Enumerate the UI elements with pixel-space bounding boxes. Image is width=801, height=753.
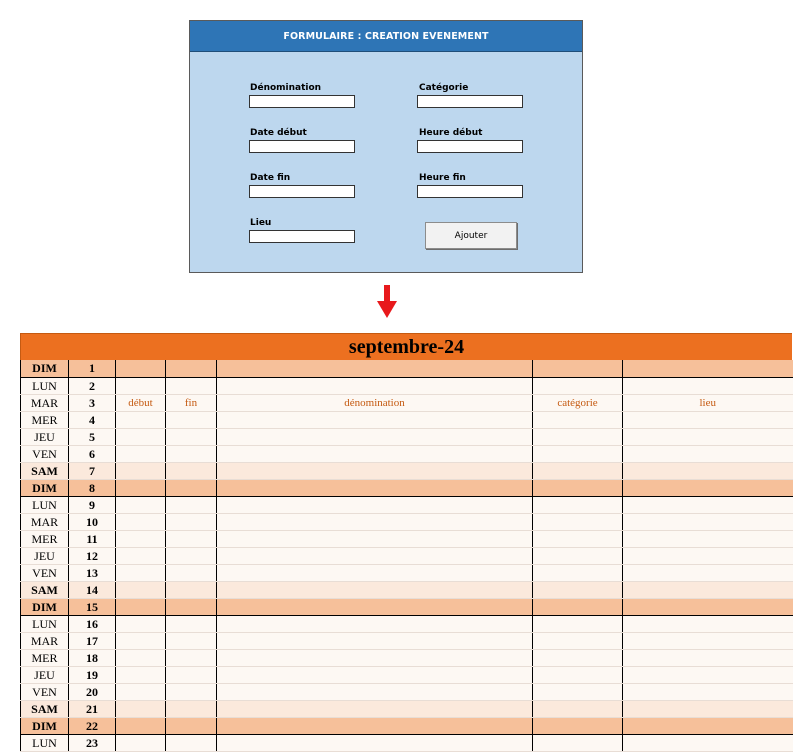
denomination-column-header: dénomination xyxy=(217,394,533,411)
categorie-cell[interactable] xyxy=(533,615,623,632)
day-name-cell: SAM xyxy=(21,462,69,479)
day-name-cell: SAM xyxy=(21,700,69,717)
fin-cell[interactable] xyxy=(166,479,217,496)
fin-cell[interactable] xyxy=(166,564,217,581)
categorie-cell[interactable] xyxy=(533,377,623,394)
calendar-row xyxy=(21,547,793,564)
fin-cell[interactable] xyxy=(166,615,217,632)
categorie-cell[interactable] xyxy=(533,479,623,496)
heure-fin-input[interactable] xyxy=(417,185,523,198)
lieu-cell[interactable] xyxy=(623,445,793,462)
categorie-cell[interactable] xyxy=(533,581,623,598)
lieu-cell[interactable] xyxy=(623,581,793,598)
lieu-label: Lieu xyxy=(250,218,272,228)
denomination-cell[interactable] xyxy=(217,547,533,564)
debut-column-header: début xyxy=(116,394,166,411)
date-fin-label: Date fin xyxy=(250,173,291,183)
date-debut-input[interactable] xyxy=(249,140,355,153)
day-number-cell: 13 xyxy=(69,564,116,581)
event-creation-form xyxy=(189,20,583,273)
day-number-cell: 14 xyxy=(69,581,116,598)
debut-cell[interactable] xyxy=(116,462,166,479)
denomination-cell[interactable] xyxy=(217,734,533,751)
heure-fin-label: Heure fin xyxy=(419,173,466,183)
denomination-cell[interactable] xyxy=(217,598,533,615)
lieu-cell[interactable] xyxy=(623,700,793,717)
calendar-row xyxy=(21,377,793,394)
denomination-input[interactable] xyxy=(249,95,355,108)
day-number-cell: 7 xyxy=(69,462,116,479)
categorie-cell[interactable] xyxy=(533,666,623,683)
denomination-cell[interactable] xyxy=(217,428,533,445)
event-calendar xyxy=(20,333,792,752)
lieu-cell[interactable] xyxy=(623,547,793,564)
denomination-cell[interactable] xyxy=(217,666,533,683)
categorie-cell[interactable] xyxy=(533,547,623,564)
day-name-cell: SAM xyxy=(21,581,69,598)
day-number-cell: 23 xyxy=(69,734,116,751)
denomination-cell[interactable] xyxy=(217,411,533,428)
debut-cell[interactable] xyxy=(116,377,166,394)
lieu-cell[interactable] xyxy=(623,462,793,479)
fin-column-header: fin xyxy=(166,394,217,411)
lieu-column-header: lieu xyxy=(623,394,793,411)
add-button[interactable]: Ajouter xyxy=(425,222,517,249)
day-number-cell: 21 xyxy=(69,700,116,717)
debut-cell[interactable] xyxy=(116,581,166,598)
day-number-cell: 20 xyxy=(69,683,116,700)
day-name-cell: DIM xyxy=(21,717,69,734)
categorie-cell[interactable] xyxy=(533,411,623,428)
lieu-cell[interactable] xyxy=(623,479,793,496)
day-number-cell: 22 xyxy=(69,717,116,734)
categorie-cell[interactable] xyxy=(533,598,623,615)
debut-cell[interactable] xyxy=(116,632,166,649)
debut-cell[interactable] xyxy=(116,734,166,751)
day-number-cell: 1 xyxy=(69,360,116,377)
calendar-row xyxy=(21,462,793,479)
denomination-cell[interactable] xyxy=(217,683,533,700)
denomination-label: Dénomination xyxy=(250,83,322,93)
categorie-cell[interactable] xyxy=(533,513,623,530)
day-number-cell: 4 xyxy=(69,411,116,428)
fin-cell[interactable] xyxy=(166,428,217,445)
debut-cell[interactable] xyxy=(116,411,166,428)
denomination-cell[interactable] xyxy=(217,649,533,666)
lieu-cell[interactable] xyxy=(623,598,793,615)
denomination-cell[interactable] xyxy=(217,615,533,632)
lieu-cell[interactable] xyxy=(623,734,793,751)
day-number-cell: 8 xyxy=(69,479,116,496)
denomination-cell[interactable] xyxy=(217,717,533,734)
fin-cell[interactable] xyxy=(166,649,217,666)
calendar-row xyxy=(21,734,793,751)
day-number-cell: 10 xyxy=(69,513,116,530)
categorie-input[interactable] xyxy=(417,95,523,108)
lieu-cell[interactable] xyxy=(623,360,793,377)
categorie-cell[interactable] xyxy=(533,649,623,666)
fin-cell[interactable] xyxy=(166,462,217,479)
denomination-cell[interactable] xyxy=(217,377,533,394)
day-name-cell: VEN xyxy=(21,445,69,462)
day-name-cell: DIM xyxy=(21,598,69,615)
lieu-cell[interactable] xyxy=(623,666,793,683)
calendar-grid xyxy=(20,360,793,752)
denomination-cell[interactable] xyxy=(217,632,533,649)
calendar-row xyxy=(21,564,793,581)
debut-cell[interactable] xyxy=(116,547,166,564)
lieu-cell[interactable] xyxy=(623,428,793,445)
calendar-row xyxy=(21,598,793,615)
denomination-cell[interactable] xyxy=(217,462,533,479)
calendar-row xyxy=(21,615,793,632)
calendar-row xyxy=(21,479,793,496)
calendar-row xyxy=(21,649,793,666)
debut-cell[interactable] xyxy=(116,615,166,632)
day-number-cell: 9 xyxy=(69,496,116,513)
fin-cell[interactable] xyxy=(166,513,217,530)
categorie-label: Catégorie xyxy=(419,83,469,93)
categorie-cell[interactable] xyxy=(533,462,623,479)
day-name-cell: DIM xyxy=(21,360,69,377)
heure-debut-label: Heure début xyxy=(419,128,483,138)
day-number-cell: 12 xyxy=(69,547,116,564)
fin-cell[interactable] xyxy=(166,445,217,462)
categorie-column-header: catégorie xyxy=(533,394,623,411)
fin-cell[interactable] xyxy=(166,581,217,598)
denomination-cell[interactable] xyxy=(217,513,533,530)
date-fin-input[interactable] xyxy=(249,185,355,198)
lieu-input[interactable] xyxy=(249,230,355,243)
lieu-cell[interactable] xyxy=(623,717,793,734)
categorie-cell[interactable] xyxy=(533,734,623,751)
day-number-cell: 15 xyxy=(69,598,116,615)
debut-cell[interactable] xyxy=(116,513,166,530)
fin-cell[interactable] xyxy=(166,496,217,513)
categorie-cell[interactable] xyxy=(533,717,623,734)
form-title: FORMULAIRE : CREATION EVENEMENT xyxy=(190,21,582,52)
lieu-cell[interactable] xyxy=(623,564,793,581)
day-number-cell: 17 xyxy=(69,632,116,649)
day-number-cell: 16 xyxy=(69,615,116,632)
down-arrow-icon xyxy=(377,285,397,319)
debut-cell[interactable] xyxy=(116,360,166,377)
fin-cell[interactable] xyxy=(166,547,217,564)
day-name-cell: MER xyxy=(21,530,69,547)
categorie-cell[interactable] xyxy=(533,496,623,513)
denomination-cell[interactable] xyxy=(217,530,533,547)
calendar-row xyxy=(21,513,793,530)
fin-cell[interactable] xyxy=(166,700,217,717)
fin-cell[interactable] xyxy=(166,632,217,649)
day-number-cell: 18 xyxy=(69,649,116,666)
calendar-row xyxy=(21,394,793,411)
calendar-row xyxy=(21,683,793,700)
calendar-month-title: septembre-24 xyxy=(20,333,792,360)
lieu-cell[interactable] xyxy=(623,411,793,428)
denomination-cell[interactable] xyxy=(217,445,533,462)
categorie-cell[interactable] xyxy=(533,700,623,717)
calendar-row xyxy=(21,360,793,377)
lieu-cell[interactable] xyxy=(623,513,793,530)
denomination-cell[interactable] xyxy=(217,479,533,496)
lieu-cell[interactable] xyxy=(623,615,793,632)
day-number-cell: 11 xyxy=(69,530,116,547)
fin-cell[interactable] xyxy=(166,530,217,547)
day-number-cell: 3 xyxy=(69,394,116,411)
fin-cell[interactable] xyxy=(166,683,217,700)
day-number-cell: 19 xyxy=(69,666,116,683)
debut-cell[interactable] xyxy=(116,530,166,547)
calendar-row xyxy=(21,666,793,683)
debut-cell[interactable] xyxy=(116,564,166,581)
heure-debut-input[interactable] xyxy=(417,140,523,153)
calendar-row xyxy=(21,445,793,462)
calendar-row xyxy=(21,581,793,598)
day-name-cell: LUN xyxy=(21,496,69,513)
day-name-cell: VEN xyxy=(21,564,69,581)
denomination-cell[interactable] xyxy=(217,360,533,377)
lieu-cell[interactable] xyxy=(623,649,793,666)
debut-cell[interactable] xyxy=(116,598,166,615)
day-name-cell: MAR xyxy=(21,632,69,649)
day-name-cell: MAR xyxy=(21,513,69,530)
fin-cell[interactable] xyxy=(166,377,217,394)
day-number-cell: 6 xyxy=(69,445,116,462)
calendar-row xyxy=(21,717,793,734)
denomination-cell[interactable] xyxy=(217,496,533,513)
calendar-row xyxy=(21,496,793,513)
debut-cell[interactable] xyxy=(116,700,166,717)
day-name-cell: VEN xyxy=(21,683,69,700)
lieu-cell[interactable] xyxy=(623,496,793,513)
fin-cell[interactable] xyxy=(166,360,217,377)
categorie-cell[interactable] xyxy=(533,530,623,547)
debut-cell[interactable] xyxy=(116,428,166,445)
categorie-cell[interactable] xyxy=(533,445,623,462)
categorie-cell[interactable] xyxy=(533,360,623,377)
day-name-cell: JEU xyxy=(21,666,69,683)
calendar-row xyxy=(21,530,793,547)
day-name-cell: LUN xyxy=(21,377,69,394)
debut-cell[interactable] xyxy=(116,479,166,496)
day-name-cell: MAR xyxy=(21,394,69,411)
debut-cell[interactable] xyxy=(116,649,166,666)
day-name-cell: LUN xyxy=(21,615,69,632)
debut-cell[interactable] xyxy=(116,683,166,700)
fin-cell[interactable] xyxy=(166,717,217,734)
lieu-cell[interactable] xyxy=(623,377,793,394)
fin-cell[interactable] xyxy=(166,666,217,683)
calendar-row xyxy=(21,428,793,445)
day-name-cell: MER xyxy=(21,649,69,666)
date-debut-label: Date début xyxy=(250,128,307,138)
calendar-row xyxy=(21,632,793,649)
debut-cell[interactable] xyxy=(116,717,166,734)
categorie-cell[interactable] xyxy=(533,428,623,445)
fin-cell[interactable] xyxy=(166,598,217,615)
categorie-cell[interactable] xyxy=(533,683,623,700)
denomination-cell[interactable] xyxy=(217,564,533,581)
debut-cell[interactable] xyxy=(116,666,166,683)
fin-cell[interactable] xyxy=(166,411,217,428)
day-name-cell: LUN xyxy=(21,734,69,751)
day-name-cell: MER xyxy=(21,411,69,428)
day-name-cell: JEU xyxy=(21,428,69,445)
categorie-cell[interactable] xyxy=(533,564,623,581)
lieu-cell[interactable] xyxy=(623,632,793,649)
day-name-cell: JEU xyxy=(21,547,69,564)
calendar-row xyxy=(21,700,793,717)
debut-cell[interactable] xyxy=(116,496,166,513)
denomination-cell[interactable] xyxy=(217,700,533,717)
day-name-cell: DIM xyxy=(21,479,69,496)
fin-cell[interactable] xyxy=(166,734,217,751)
calendar-row xyxy=(21,411,793,428)
lieu-cell[interactable] xyxy=(623,683,793,700)
denomination-cell[interactable] xyxy=(217,581,533,598)
day-number-cell: 2 xyxy=(69,377,116,394)
categorie-cell[interactable] xyxy=(533,632,623,649)
debut-cell[interactable] xyxy=(116,445,166,462)
day-number-cell: 5 xyxy=(69,428,116,445)
lieu-cell[interactable] xyxy=(623,530,793,547)
